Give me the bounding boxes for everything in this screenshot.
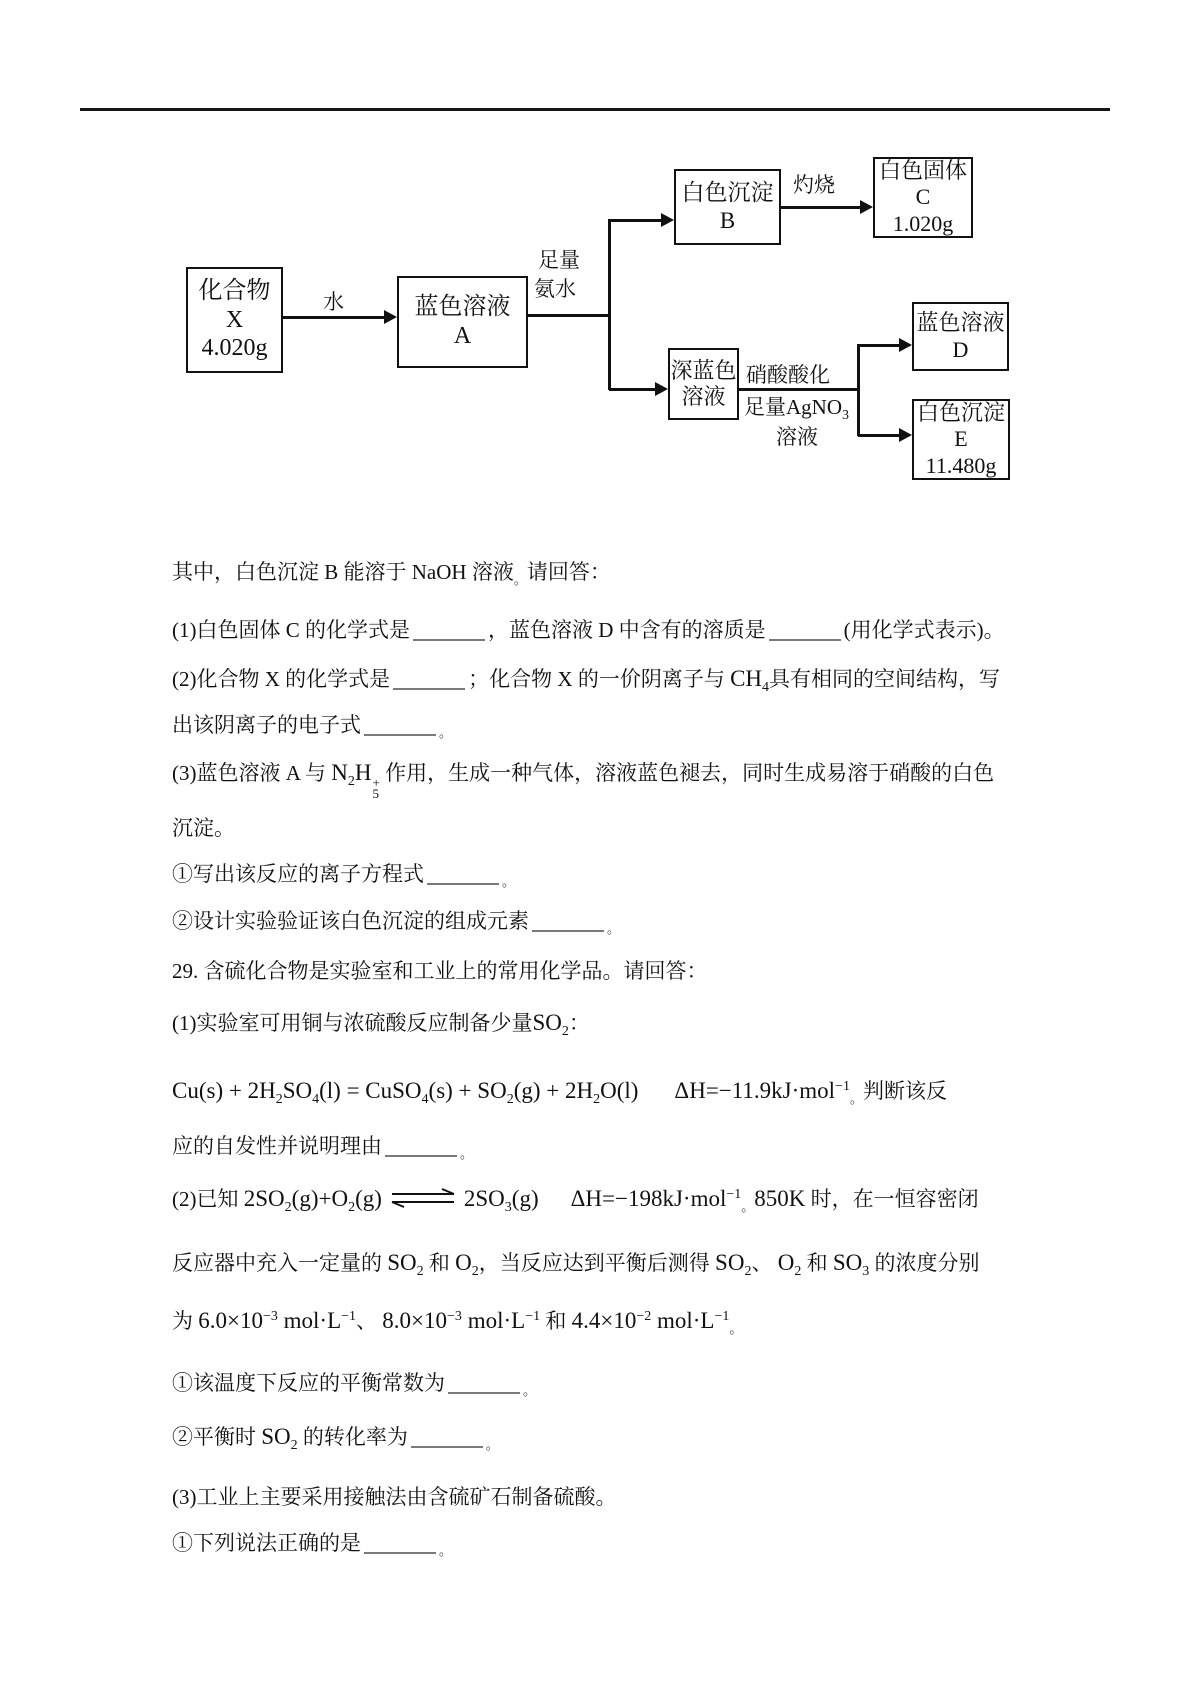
text-run: (2)已知: [172, 1187, 244, 1211]
superscript: −3: [262, 1309, 278, 1324]
flow-arrowhead-icon: [384, 310, 397, 324]
answer-blank: [364, 726, 436, 736]
answer-blank: [769, 631, 841, 641]
text-run: 、: [356, 1309, 383, 1333]
formula-run: mol·L: [651, 1308, 715, 1333]
flow-node-label: 白色沉淀: [916, 399, 1005, 425]
small-period: 。: [439, 725, 453, 740]
formula-run: (g): [355, 1186, 382, 1211]
text-run: ，当反应达到平衡后测得: [478, 1251, 716, 1275]
text-line: [172, 1076, 947, 1109]
text-line: [172, 664, 1000, 697]
text-run: (3)工业上主要采用接触法由含硫矿石制备硫酸。: [172, 1485, 617, 1509]
answer-blank: [427, 875, 499, 885]
flow-edge-label: [323, 289, 344, 315]
subscript: 3: [862, 1264, 870, 1279]
formula-run: (g) + 2H: [513, 1078, 594, 1103]
text-run: (2)化合物 X 的化学式是: [172, 667, 391, 691]
subscript: 4: [312, 1092, 320, 1107]
text-line: [172, 1008, 590, 1041]
flow-connector: [609, 388, 656, 391]
formula-run: (l) = CuSO: [319, 1078, 422, 1103]
formula-run: Cu(s) + 2H: [172, 1078, 276, 1103]
formula-run: N: [331, 760, 348, 785]
text-run: 硝酸酸化: [746, 363, 830, 387]
text-line: [172, 559, 611, 589]
text-run: 请回答：: [526, 560, 611, 584]
flow-node-label: 蓝色溶液: [414, 294, 511, 321]
small-period: 。: [513, 572, 527, 587]
subscript: 2: [275, 1092, 283, 1107]
text-line: [172, 1530, 452, 1560]
text-run: ①下列说法正确的是: [172, 1531, 361, 1555]
subscript: 2: [794, 1264, 802, 1279]
formula-run: 2SO: [243, 1186, 285, 1211]
flow-edge-label: [793, 172, 835, 198]
flow-connector: [608, 219, 611, 390]
text-run: 足量AgNO: [744, 395, 842, 419]
spacer: [539, 1205, 571, 1206]
text-run: 和: [801, 1251, 833, 1275]
text-line: [172, 1248, 979, 1281]
text-run: 时，在一恒容密闭: [805, 1187, 979, 1211]
formula-run: SO: [532, 1010, 562, 1035]
flow-edge-label: [744, 394, 849, 423]
flow-connector: [283, 316, 385, 319]
small-period: 。: [502, 874, 516, 889]
stack-superscript: +: [372, 775, 380, 790]
text-run: 具有相同的空间结构，写: [769, 667, 1001, 691]
text-run: ①写出该反应的离子方程式: [172, 862, 424, 886]
subscript: 2: [416, 1264, 424, 1279]
flow-connector: [857, 344, 860, 436]
formula-run: mol·L: [461, 1308, 526, 1333]
superscript: −1: [726, 1187, 742, 1202]
answer-blank: [448, 1384, 520, 1394]
superscript: −2: [636, 1309, 652, 1324]
text-line: [172, 1484, 617, 1511]
superscript: −1: [835, 1079, 850, 1094]
formula-run: 6.0×10: [198, 1308, 263, 1333]
flow-arrowhead-icon: [655, 382, 668, 396]
subscript: 2: [561, 1024, 569, 1039]
text-run: (1)白色固体 C 的化学式是: [172, 618, 410, 642]
flow-arrowhead-icon: [661, 213, 674, 227]
text-line: [172, 1133, 473, 1163]
flow-connector: [609, 219, 662, 222]
flow-edge-label: [538, 247, 580, 273]
subscript: 2: [348, 1200, 356, 1215]
answer-blank: [385, 1147, 457, 1157]
text-run: 溶液: [776, 425, 818, 449]
flow-node-label: X: [225, 306, 244, 333]
formula-run: SO: [832, 1250, 863, 1275]
flow-node-label: 溶液: [681, 384, 726, 409]
text-run: (用化学式表示)。: [843, 618, 1005, 642]
formula-run: O: [455, 1250, 472, 1275]
flow-edge-label: [746, 362, 830, 387]
text-run: ；化合物 X 的一价阴离子与: [468, 667, 731, 691]
formula-run: SO: [261, 1424, 291, 1449]
subscript: 2: [744, 1264, 752, 1279]
formula-run: CH: [730, 666, 763, 691]
subscript: 2: [593, 1092, 601, 1107]
answer-blank: [413, 631, 485, 641]
top-divider-line: [80, 108, 1110, 111]
charge-stack: [373, 777, 380, 799]
subscript: 3: [842, 408, 849, 423]
small-period: 。: [729, 1321, 743, 1336]
flow-node-label: B: [719, 208, 736, 233]
text-run: 和: [540, 1309, 572, 1333]
formula-run: (s) + SO: [428, 1078, 507, 1103]
formula-run: SO: [282, 1078, 313, 1103]
text-run: ：: [568, 1011, 590, 1035]
flow-connector: [858, 344, 900, 347]
text-line: [172, 958, 708, 985]
formula-run: 8.0×10: [382, 1308, 448, 1333]
formula-run: (g)+O: [291, 1186, 349, 1211]
flow-node-label: 蓝色溶液: [916, 310, 1005, 336]
text-run: 29. 含硫化合物是实验室和工业上的常用化学品。请回答：: [172, 959, 708, 983]
flow-node-solid-c: [873, 157, 973, 238]
flow-node-label: 白色固体: [878, 157, 967, 183]
text-run: 、: [751, 1251, 778, 1275]
formula-run: H: [354, 760, 372, 785]
flow-connector: [781, 206, 861, 209]
text-run: 足量: [538, 248, 580, 272]
text-line: [172, 758, 994, 799]
text-line: [172, 1370, 536, 1400]
small-period: 。: [523, 1383, 537, 1398]
flow-connector: [739, 388, 859, 391]
equilibrium-arrows-icon: [388, 1188, 458, 1215]
formula-run: 2SO: [463, 1186, 505, 1211]
stack-subscript: 5: [372, 786, 379, 801]
formula-run: ΔH=−198kJ·mol: [570, 1186, 727, 1211]
text-run: ，蓝色溶液 D 中含有的溶质是: [488, 618, 766, 642]
text-run: (3)蓝色溶液 A 与: [172, 761, 332, 785]
text-run: ①该温度下反应的平衡常数为: [172, 1371, 445, 1395]
answer-blank: [364, 1544, 436, 1554]
flow-node-label: 深蓝色: [670, 357, 737, 383]
superscript: −3: [447, 1309, 462, 1324]
flow-node-label: D: [952, 336, 969, 362]
superscript: −1: [341, 1309, 357, 1324]
answer-blank: [411, 1438, 483, 1448]
text-run: 反应器中充入一定量的: [172, 1251, 388, 1275]
superscript: −1: [714, 1309, 730, 1324]
flow-node-label: A: [453, 323, 472, 349]
small-period: 。: [741, 1199, 755, 1214]
formula-run: SO: [715, 1250, 745, 1275]
flow-node-label: 11.480g: [925, 452, 997, 478]
small-period: 。: [607, 921, 621, 936]
formula-run: 4.4×10: [571, 1308, 637, 1333]
text-run: 水: [323, 290, 344, 314]
flow-node-label: 白色沉淀: [681, 180, 774, 206]
flow-node-solution-a: [397, 276, 528, 368]
flow-node-label: E: [954, 426, 968, 452]
text-line: [172, 1306, 742, 1338]
answer-blank: [532, 922, 604, 932]
formula-run: O(l): [600, 1078, 639, 1103]
flow-arrowhead-icon: [860, 200, 873, 214]
flow-node-compound-x: [186, 267, 283, 373]
text-run: 沉淀。: [172, 816, 235, 840]
text-line: [172, 712, 452, 742]
answer-blank: [393, 680, 465, 690]
flow-arrowhead-icon: [899, 428, 912, 442]
flow-edge-label: [776, 424, 818, 449]
subscript: 2: [347, 774, 355, 789]
subscript: 4: [762, 680, 770, 695]
flow-node-deep-blue-solution: [668, 348, 739, 420]
flow-node-label: 化合物: [198, 277, 271, 304]
text-run: 作用，生成一种气体，溶液蓝色褪去，同时生成易溶于硝酸的白色: [379, 761, 995, 785]
small-period: 。: [439, 1543, 453, 1558]
text-run: 氨水: [534, 277, 576, 301]
text-line: [172, 1422, 499, 1455]
small-period: 。: [485, 1437, 499, 1452]
flow-node-solution-d: [912, 302, 1009, 371]
flow-node-label: 4.020g: [201, 335, 268, 362]
formula-run: ΔH=−11.9kJ·mol: [674, 1078, 836, 1103]
text-run: 应的自发性并说明理由: [172, 1134, 382, 1158]
flow-node-label: C: [915, 184, 931, 210]
spacer: [638, 1097, 674, 1098]
text-run: 出该阴离子的电子式: [172, 713, 361, 737]
text-line: [172, 815, 235, 842]
flow-edge-label: [534, 276, 576, 302]
text-run: 的转化率为: [297, 1425, 408, 1449]
text-line: [172, 617, 1005, 644]
flow-connector: [528, 314, 611, 317]
superscript: −1: [525, 1309, 541, 1324]
text-run: (1)实验室可用铜与浓硫酸反应制备少量: [172, 1011, 533, 1035]
flow-node-precipitate-b: [674, 169, 781, 245]
subscript: 2: [284, 1200, 292, 1215]
text-run: 为: [172, 1309, 199, 1333]
subscript: 2: [290, 1438, 298, 1453]
formula-run: SO: [387, 1250, 417, 1275]
flow-node-precipitate-e: [912, 399, 1010, 480]
formula-run: 850K: [754, 1186, 806, 1211]
subscript: 2: [506, 1092, 514, 1107]
text-run: 和: [423, 1251, 456, 1275]
flow-node-label: 1.020g: [892, 210, 954, 236]
text-run: 判断该反: [862, 1079, 947, 1103]
text-run: 其中，白色沉淀 B 能溶于 NaOH 溶液: [172, 560, 514, 584]
flow-connector: [858, 434, 900, 437]
text-run: 的浓度分别: [869, 1251, 980, 1275]
subscript: 3: [504, 1200, 512, 1215]
text-run: ②平衡时: [172, 1425, 262, 1449]
text-line: [172, 861, 515, 891]
formula-run: mol·L: [277, 1308, 342, 1333]
small-period: 。: [849, 1091, 863, 1106]
text-run: ②设计实验验证该白色沉淀的组成元素: [172, 909, 529, 933]
formula-run: O: [777, 1250, 795, 1275]
subscript: 2: [471, 1264, 479, 1279]
formula-run: (g): [511, 1186, 539, 1211]
text-line: [172, 1184, 979, 1217]
subscript: 4: [421, 1092, 429, 1107]
flow-arrowhead-icon: [899, 338, 912, 352]
text-run: 灼烧: [793, 173, 835, 197]
small-period: 。: [460, 1146, 474, 1161]
text-line: [172, 908, 620, 938]
